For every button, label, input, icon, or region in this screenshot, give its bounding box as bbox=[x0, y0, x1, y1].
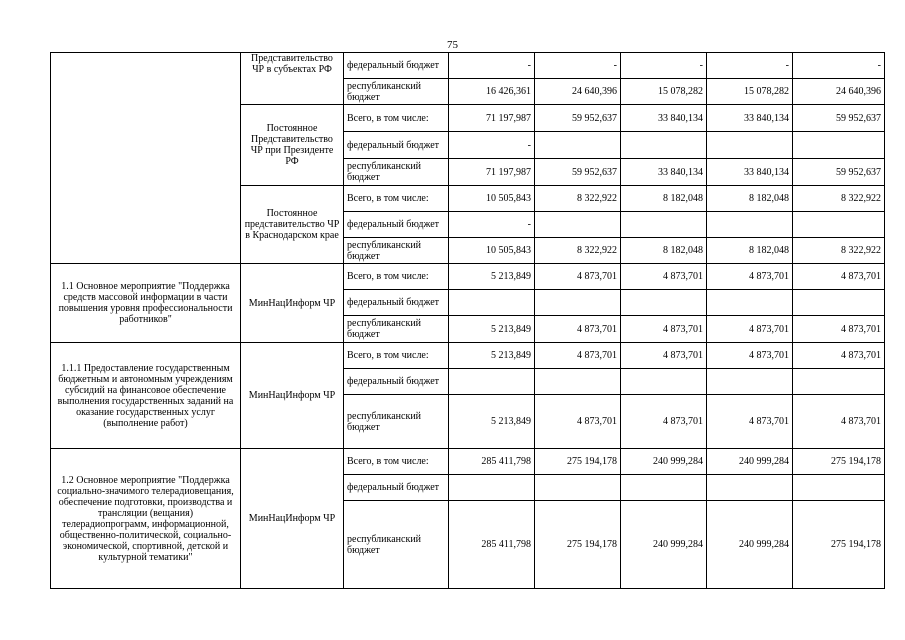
activity-title: 1.1.1 Предоставление государственным бюджетным и автономным учреждениям субсидий на финансовое обеспечение выполнения государственных заданий на оказание государственных услуг (выполнение работ) bbox=[51, 343, 241, 449]
page-number: 75 bbox=[447, 39, 458, 51]
value-cell: 4 873,701 bbox=[621, 343, 707, 369]
value-cell: 4 873,701 bbox=[707, 343, 793, 369]
budget-label: республиканский бюджет bbox=[344, 395, 449, 449]
executor-cell: МинНацИнформ ЧР bbox=[241, 449, 344, 589]
value-cell: 240 999,284 bbox=[707, 449, 793, 475]
budget-label: республиканский бюджет bbox=[344, 316, 449, 343]
value-cell: 5 213,849 bbox=[449, 316, 535, 343]
value-cell: 4 873,701 bbox=[793, 395, 885, 449]
value-cell: 59 952,637 bbox=[535, 105, 621, 132]
value-cell: 8 322,922 bbox=[793, 238, 885, 264]
value-cell: 8 182,048 bbox=[621, 186, 707, 212]
budget-label: республиканский бюджет bbox=[344, 501, 449, 589]
empty-cell bbox=[51, 53, 241, 264]
value-cell: 16 426,361 bbox=[449, 79, 535, 105]
budget-label: Всего, в том числе: bbox=[344, 264, 449, 290]
budget-label: федеральный бюджет bbox=[344, 475, 449, 501]
value-cell: 285 411,798 bbox=[449, 449, 535, 475]
budget-label: Всего, в том числе: bbox=[344, 449, 449, 475]
budget-label: федеральный бюджет bbox=[344, 53, 449, 79]
value-cell: 4 873,701 bbox=[535, 343, 621, 369]
value-cell: 59 952,637 bbox=[793, 159, 885, 186]
executor-cell: МинНацИнформ ЧР bbox=[241, 264, 344, 343]
budget-label: федеральный бюджет bbox=[344, 212, 449, 238]
value-cell: - bbox=[621, 53, 707, 79]
value-cell: 15 078,282 bbox=[621, 79, 707, 105]
budget-label: Всего, в том числе: bbox=[344, 186, 449, 212]
value-cell: 8 182,048 bbox=[707, 186, 793, 212]
budget-label: федеральный бюджет bbox=[344, 290, 449, 316]
value-cell: 240 999,284 bbox=[621, 449, 707, 475]
value-cell: - bbox=[449, 212, 535, 238]
value-cell: 285 411,798 bbox=[449, 501, 535, 589]
value-cell: - bbox=[707, 53, 793, 79]
value-cell: 4 873,701 bbox=[793, 264, 885, 290]
budget-label: федеральный бюджет bbox=[344, 132, 449, 159]
value-cell: 4 873,701 bbox=[621, 395, 707, 449]
value-cell: 4 873,701 bbox=[535, 264, 621, 290]
budget-label: федеральный бюджет bbox=[344, 369, 449, 395]
table-row bbox=[51, 343, 885, 369]
executor-cell: МинНацИнформ ЧР bbox=[241, 343, 344, 449]
budget-label: республиканский бюджет bbox=[344, 79, 449, 105]
value-cell: - bbox=[449, 53, 535, 79]
value-cell: 4 873,701 bbox=[621, 264, 707, 290]
value-cell: 4 873,701 bbox=[707, 395, 793, 449]
executor-cell: Постоянное Представительство ЧР при Президенте РФ bbox=[241, 105, 344, 186]
value-cell: 10 505,843 bbox=[449, 238, 535, 264]
value-cell: 33 840,134 bbox=[707, 105, 793, 132]
value-cell: 8 322,922 bbox=[535, 238, 621, 264]
executor-cell: Представительство ЧР в субъектах РФ bbox=[241, 53, 344, 105]
value-cell: - bbox=[793, 53, 885, 79]
budget-table bbox=[50, 52, 885, 589]
value-cell: - bbox=[449, 132, 535, 159]
value-cell: 8 322,922 bbox=[793, 186, 885, 212]
value-cell: 240 999,284 bbox=[707, 501, 793, 589]
value-cell: 59 952,637 bbox=[793, 105, 885, 132]
budget-label: Всего, в том числе: bbox=[344, 343, 449, 369]
value-cell: 4 873,701 bbox=[535, 316, 621, 343]
executor-cell: Постоянное представительство ЧР в Краснодарском крае bbox=[241, 186, 344, 264]
value-cell: 8 182,048 bbox=[621, 238, 707, 264]
value-cell: 275 194,178 bbox=[535, 501, 621, 589]
value-cell: 4 873,701 bbox=[793, 343, 885, 369]
value-cell: 4 873,701 bbox=[707, 316, 793, 343]
table-row bbox=[51, 449, 885, 475]
value-cell: 275 194,178 bbox=[793, 449, 885, 475]
value-cell: - bbox=[535, 53, 621, 79]
value-cell: 4 873,701 bbox=[707, 264, 793, 290]
value-cell: 71 197,987 bbox=[449, 159, 535, 186]
value-cell: 24 640,396 bbox=[793, 79, 885, 105]
value-cell: 275 194,178 bbox=[793, 501, 885, 589]
activity-title: 1.2 Основное мероприятие "Поддержка социально-значимого телерадиовещания, обеспечение подготовки, производства и трансляции (вещания) телерадиопрограмм, информационной, общественно-политической, социально-экономической, спортивной, детской и культурной тематики" bbox=[51, 449, 241, 589]
value-cell: 59 952,637 bbox=[535, 159, 621, 186]
value-cell: 5 213,849 bbox=[449, 395, 535, 449]
value-cell: 8 182,048 bbox=[707, 238, 793, 264]
value-cell: 240 999,284 bbox=[621, 501, 707, 589]
value-cell: 5 213,849 bbox=[449, 343, 535, 369]
activity-title: 1.1 Основное мероприятие "Поддержка средств массовой информации в части повышения уровня профессиональности работников" bbox=[51, 264, 241, 343]
value-cell: 4 873,701 bbox=[793, 316, 885, 343]
table-row bbox=[51, 264, 885, 290]
value-cell: 33 840,134 bbox=[621, 159, 707, 186]
value-cell: 15 078,282 bbox=[707, 79, 793, 105]
value-cell: 10 505,843 bbox=[449, 186, 535, 212]
value-cell: 275 194,178 bbox=[535, 449, 621, 475]
table-row bbox=[51, 53, 885, 79]
value-cell: 4 873,701 bbox=[621, 316, 707, 343]
value-cell: 24 640,396 bbox=[535, 79, 621, 105]
value-cell: 71 197,987 bbox=[449, 105, 535, 132]
value-cell: 8 322,922 bbox=[535, 186, 621, 212]
value-cell: 33 840,134 bbox=[707, 159, 793, 186]
budget-label: республиканский бюджет bbox=[344, 159, 449, 186]
value-cell: 33 840,134 bbox=[621, 105, 707, 132]
budget-label: Всего, в том числе: bbox=[344, 105, 449, 132]
value-cell: 5 213,849 bbox=[449, 264, 535, 290]
value-cell: 4 873,701 bbox=[535, 395, 621, 449]
budget-label: республиканский бюджет bbox=[344, 238, 449, 264]
